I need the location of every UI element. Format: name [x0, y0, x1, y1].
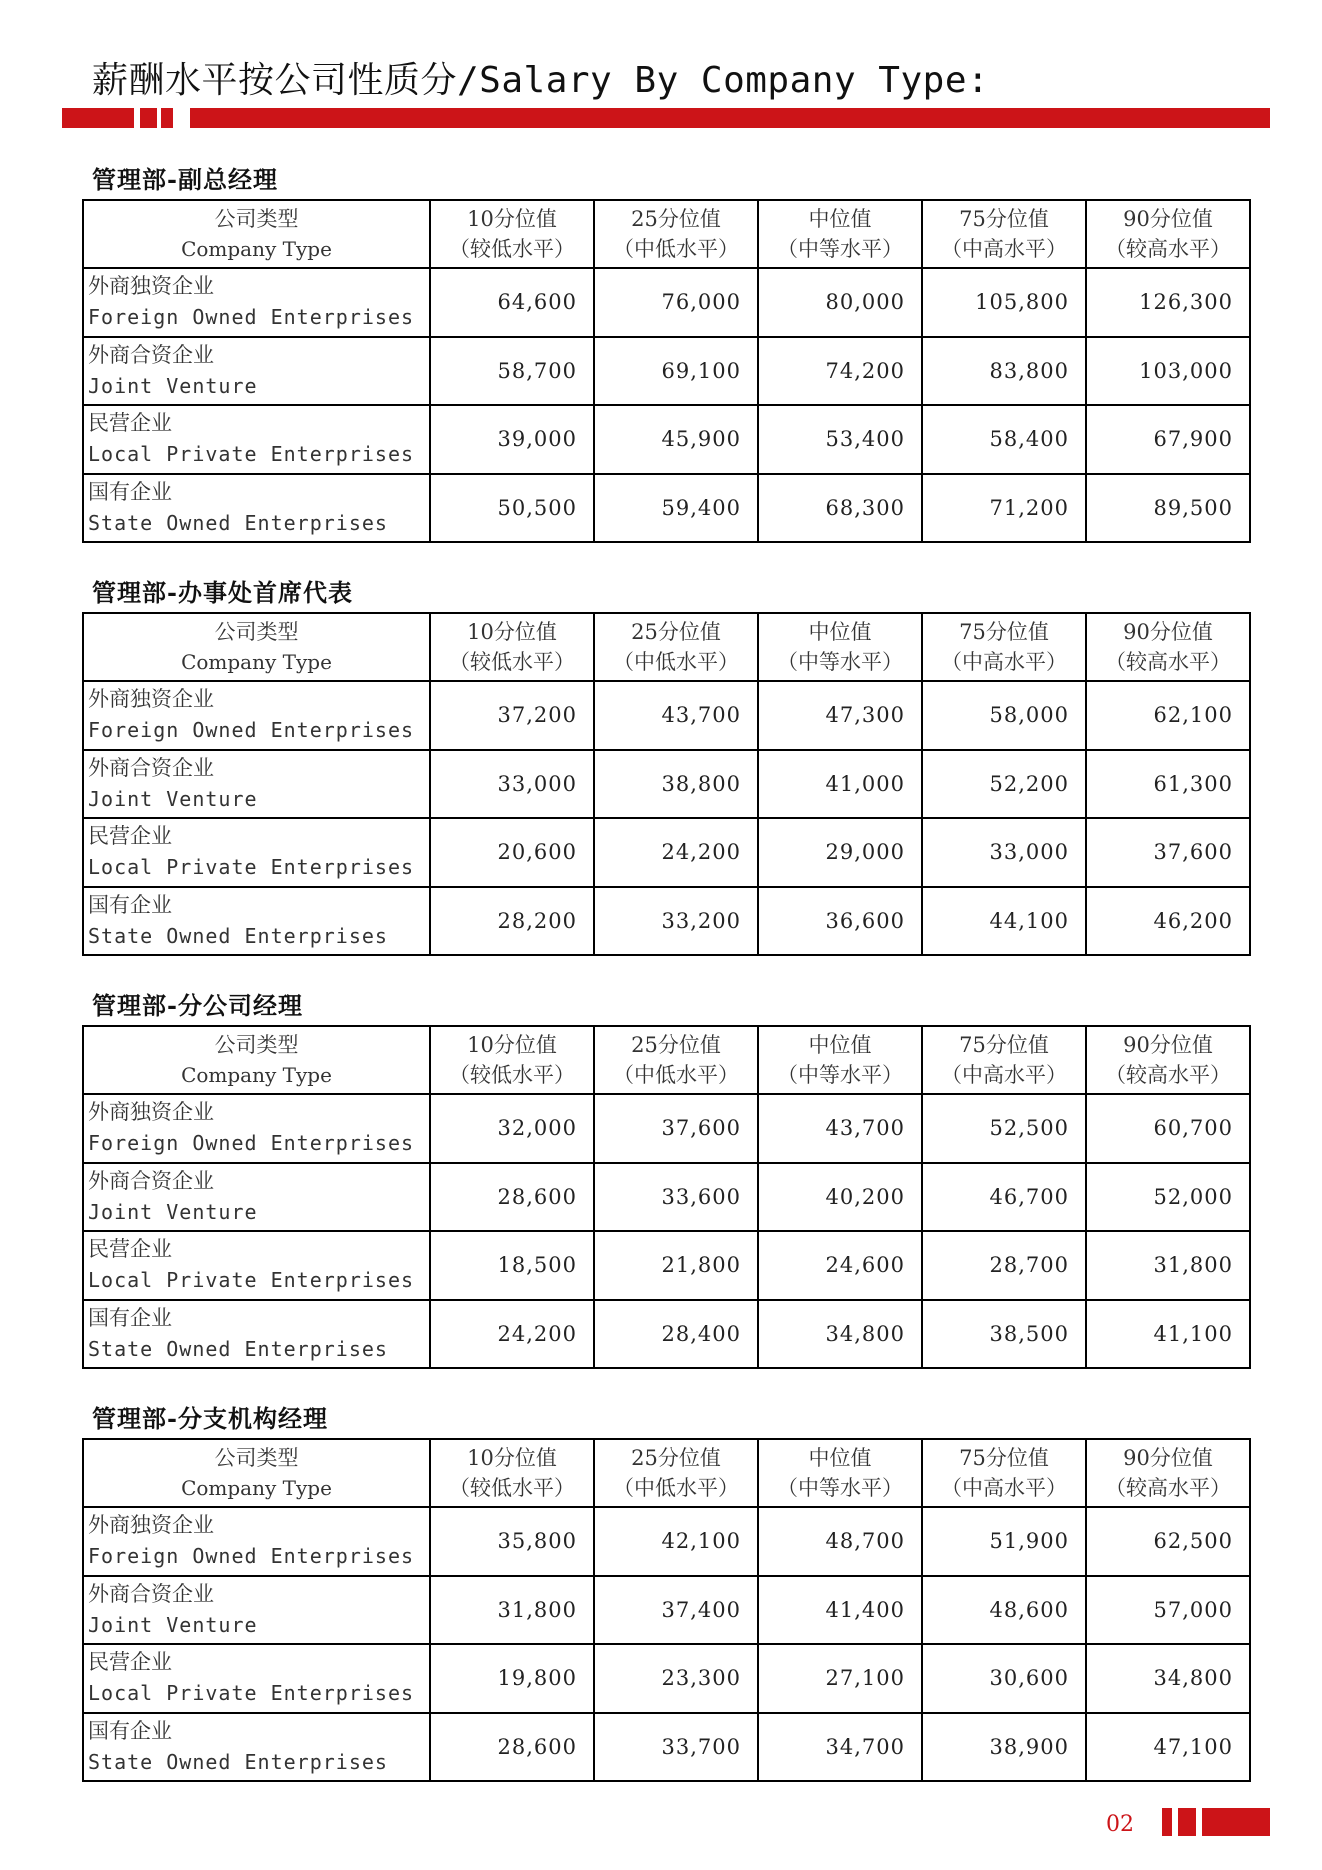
column-header: [922, 1026, 1086, 1094]
table-row: [83, 337, 1250, 406]
column-header: [758, 613, 922, 681]
footer-bar-segment-2: [1178, 1808, 1196, 1836]
salary-value-cell: 23,300: [594, 1644, 758, 1713]
table-row: [83, 1231, 1250, 1300]
salary-value-cell: 76,000: [594, 268, 758, 337]
table-header-row: [83, 613, 1250, 681]
salary-table: [82, 1438, 1251, 1782]
salary-value-cell: 28,700: [922, 1231, 1086, 1300]
salary-value-cell: 41,400: [758, 1576, 922, 1645]
footer-bar-segment-3: [1202, 1808, 1270, 1836]
header-bar-segment-mid-2: [161, 108, 173, 128]
column-header-line-2: （较低水平）: [449, 237, 575, 261]
page-number: 02: [1106, 1812, 1134, 1837]
salary-value-cell: 41,100: [1086, 1300, 1250, 1369]
column-header-line-1: 10分位值: [467, 1446, 557, 1470]
salary-value-cell: 28,600: [430, 1163, 594, 1232]
salary-value-cell: 18,500: [430, 1231, 594, 1300]
salary-value-cell: 71,200: [922, 474, 1086, 543]
column-header-line-2: （中等水平）: [777, 1063, 903, 1087]
salary-value-cell: 37,600: [594, 1094, 758, 1163]
column-header-line-2: （中低水平）: [613, 1476, 739, 1500]
column-header-line-1: 25分位值: [631, 1446, 721, 1470]
salary-value-cell: 45,900: [594, 405, 758, 474]
section-title: 管理部-分支机构经理: [92, 1404, 328, 1433]
salary-value-cell: 64,600: [430, 268, 594, 337]
salary-value-cell: 80,000: [758, 268, 922, 337]
salary-value-cell: 48,600: [922, 1576, 1086, 1645]
company-type-en: Local Private Enterprises: [88, 855, 415, 880]
company-type-zh: 外商独资企业: [88, 1513, 214, 1538]
header-bar-segment-left: [62, 108, 134, 128]
column-header-line-1: 75分位值: [959, 1446, 1049, 1470]
column-header: [430, 613, 594, 681]
table-header-row: [83, 1026, 1250, 1094]
column-header-line-1: 75分位值: [959, 1033, 1049, 1057]
column-header-line-2: （较高水平）: [1105, 650, 1231, 674]
salary-value-cell: 58,700: [430, 337, 594, 406]
salary-value-cell: 38,500: [922, 1300, 1086, 1369]
salary-value-cell: 48,700: [758, 1507, 922, 1576]
salary-value-cell: 53,400: [758, 405, 922, 474]
column-header-line-2: （较低水平）: [449, 1063, 575, 1087]
table-header-row: [83, 200, 1250, 268]
column-header-line-2: Company Type: [181, 1063, 332, 1087]
salary-value-cell: 83,800: [922, 337, 1086, 406]
company-type-en: Joint Venture: [88, 1199, 258, 1224]
salary-value-cell: 34,800: [758, 1300, 922, 1369]
column-header: [430, 200, 594, 268]
column-header-line-2: （较低水平）: [449, 1476, 575, 1500]
table-row: [83, 405, 1250, 474]
column-header-line-1: 90分位值: [1123, 207, 1213, 231]
salary-value-cell: 126,300: [1086, 268, 1250, 337]
salary-value-cell: 38,800: [594, 750, 758, 819]
column-header-line-2: （中高水平）: [941, 1063, 1067, 1087]
column-header-line-1: 25分位值: [631, 620, 721, 644]
company-type-en: State Owned Enterprises: [88, 1749, 388, 1774]
salary-value-cell: 44,100: [922, 887, 1086, 956]
salary-value-cell: 28,600: [430, 1713, 594, 1782]
salary-value-cell: 67,900: [1086, 405, 1250, 474]
column-header: [594, 1439, 758, 1507]
table-row: [83, 268, 1250, 337]
company-type-en: Local Private Enterprises: [88, 1681, 415, 1706]
company-type-cell: [83, 818, 430, 887]
company-type-en: Joint Venture: [88, 1612, 258, 1637]
company-type-cell: [83, 268, 430, 337]
table-row: [83, 1507, 1250, 1576]
column-header-line-1: 10分位值: [467, 620, 557, 644]
salary-value-cell: 19,800: [430, 1644, 594, 1713]
column-header-line-2: （中等水平）: [777, 1476, 903, 1500]
company-type-zh: 外商独资企业: [88, 274, 214, 299]
column-header-line-1: 中位值: [808, 1446, 872, 1470]
salary-value-cell: 57,000: [1086, 1576, 1250, 1645]
salary-value-cell: 46,700: [922, 1163, 1086, 1232]
table-row: [83, 1713, 1250, 1782]
salary-value-cell: 34,800: [1086, 1644, 1250, 1713]
column-header-line-1: 中位值: [808, 1033, 872, 1057]
table-row: [83, 750, 1250, 819]
salary-value-cell: 52,200: [922, 750, 1086, 819]
salary-value-cell: 68,300: [758, 474, 922, 543]
page-title: 薪酬水平按公司性质分/Salary By Company Type:: [92, 60, 990, 101]
salary-value-cell: 32,000: [430, 1094, 594, 1163]
header-bar-segment-mid-1: [140, 108, 157, 128]
salary-value-cell: 38,900: [922, 1713, 1086, 1782]
company-type-cell: [83, 1094, 430, 1163]
column-header-line-1: 25分位值: [631, 1033, 721, 1057]
header-bar-segment-main: [190, 108, 1270, 128]
salary-value-cell: 58,400: [922, 405, 1086, 474]
company-type-zh: 外商合资企业: [88, 342, 214, 367]
salary-value-cell: 58,000: [922, 681, 1086, 750]
company-type-cell: [83, 1713, 430, 1782]
section-title: 管理部-分公司经理: [92, 991, 303, 1020]
salary-table: [82, 612, 1251, 956]
company-type-cell: [83, 1163, 430, 1232]
salary-value-cell: 69,100: [594, 337, 758, 406]
salary-value-cell: 59,400: [594, 474, 758, 543]
salary-value-cell: 62,100: [1086, 681, 1250, 750]
salary-value-cell: 52,000: [1086, 1163, 1250, 1232]
column-header: [758, 200, 922, 268]
column-header: [758, 1026, 922, 1094]
column-header-line-2: （中低水平）: [613, 237, 739, 261]
company-type-zh: 民营企业: [88, 824, 172, 849]
column-header-line-2: （较高水平）: [1105, 237, 1231, 261]
salary-value-cell: 28,400: [594, 1300, 758, 1369]
company-type-en: Foreign Owned Enterprises: [88, 718, 415, 743]
company-type-en: Foreign Owned Enterprises: [88, 305, 415, 330]
column-header-line-2: （中高水平）: [941, 1476, 1067, 1500]
section-title: 管理部-办事处首席代表: [92, 578, 353, 607]
column-header: [922, 1439, 1086, 1507]
column-header-line-1: 公司类型: [214, 1033, 299, 1057]
salary-value-cell: 60,700: [1086, 1094, 1250, 1163]
table-row: [83, 818, 1250, 887]
column-header-line-1: 公司类型: [214, 620, 299, 644]
column-header-line-2: Company Type: [181, 650, 332, 674]
column-header: [1086, 200, 1250, 268]
salary-value-cell: 34,700: [758, 1713, 922, 1782]
table-row: [83, 681, 1250, 750]
company-type-cell: [83, 750, 430, 819]
column-header: [1086, 1026, 1250, 1094]
company-type-en: Local Private Enterprises: [88, 1268, 415, 1293]
company-type-en: Joint Venture: [88, 786, 258, 811]
salary-value-cell: 27,100: [758, 1644, 922, 1713]
salary-value-cell: 24,600: [758, 1231, 922, 1300]
column-header-line-2: （较低水平）: [449, 650, 575, 674]
company-type-en: Foreign Owned Enterprises: [88, 1544, 415, 1569]
company-type-en: Joint Venture: [88, 373, 258, 398]
salary-value-cell: 61,300: [1086, 750, 1250, 819]
column-header-line-2: Company Type: [181, 237, 332, 261]
column-header-line-1: 90分位值: [1123, 620, 1213, 644]
company-type-zh: 民营企业: [88, 1650, 172, 1675]
salary-value-cell: 33,600: [594, 1163, 758, 1232]
table-row: [83, 1094, 1250, 1163]
table-row: [83, 1300, 1250, 1369]
company-type-en: State Owned Enterprises: [88, 1336, 388, 1361]
salary-value-cell: 89,500: [1086, 474, 1250, 543]
column-header-line-1: 90分位值: [1123, 1033, 1213, 1057]
salary-value-cell: 43,700: [758, 1094, 922, 1163]
salary-value-cell: 52,500: [922, 1094, 1086, 1163]
salary-value-cell: 31,800: [1086, 1231, 1250, 1300]
salary-value-cell: 28,200: [430, 887, 594, 956]
salary-value-cell: 24,200: [594, 818, 758, 887]
salary-value-cell: 29,000: [758, 818, 922, 887]
company-type-cell: [83, 1576, 430, 1645]
salary-value-cell: 39,000: [430, 405, 594, 474]
table-row: [83, 1644, 1250, 1713]
column-header: [430, 1026, 594, 1094]
company-type-cell: [83, 1507, 430, 1576]
column-header-line-2: Company Type: [181, 1476, 332, 1500]
column-header: [83, 613, 430, 681]
column-header-line-1: 公司类型: [214, 1446, 299, 1470]
section-title: 管理部-副总经理: [92, 165, 278, 194]
table-row: [83, 1163, 1250, 1232]
salary-value-cell: 33,700: [594, 1713, 758, 1782]
column-header-line-1: 25分位值: [631, 207, 721, 231]
company-type-zh: 外商独资企业: [88, 687, 214, 712]
column-header: [594, 1026, 758, 1094]
salary-table: [82, 1025, 1251, 1369]
salary-value-cell: 30,600: [922, 1644, 1086, 1713]
column-header-line-1: 90分位值: [1123, 1446, 1213, 1470]
company-type-cell: [83, 1644, 430, 1713]
column-header: [758, 1439, 922, 1507]
company-type-zh: 民营企业: [88, 411, 172, 436]
table-header-row: [83, 1439, 1250, 1507]
column-header: [430, 1439, 594, 1507]
column-header: [594, 200, 758, 268]
salary-value-cell: 62,500: [1086, 1507, 1250, 1576]
column-header-line-2: （中低水平）: [613, 1063, 739, 1087]
column-header-line-2: （中高水平）: [941, 237, 1067, 261]
salary-value-cell: 41,000: [758, 750, 922, 819]
column-header-line-1: 10分位值: [467, 207, 557, 231]
column-header: [594, 613, 758, 681]
table-row: [83, 1576, 1250, 1645]
salary-value-cell: 40,200: [758, 1163, 922, 1232]
salary-value-cell: 74,200: [758, 337, 922, 406]
salary-table: [82, 199, 1251, 543]
company-type-en: Foreign Owned Enterprises: [88, 1131, 415, 1156]
salary-value-cell: 37,400: [594, 1576, 758, 1645]
company-type-en: State Owned Enterprises: [88, 510, 388, 535]
salary-value-cell: 37,600: [1086, 818, 1250, 887]
column-header-line-1: 75分位值: [959, 207, 1049, 231]
column-header-line-1: 10分位值: [467, 1033, 557, 1057]
salary-value-cell: 35,800: [430, 1507, 594, 1576]
column-header-line-2: （中等水平）: [777, 237, 903, 261]
company-type-zh: 国有企业: [88, 892, 172, 917]
salary-value-cell: 46,200: [1086, 887, 1250, 956]
company-type-zh: 外商合资企业: [88, 1168, 214, 1193]
table-row: [83, 887, 1250, 956]
company-type-en: State Owned Enterprises: [88, 923, 388, 948]
company-type-cell: [83, 887, 430, 956]
column-header-line-1: 公司类型: [214, 207, 299, 231]
column-header: [922, 200, 1086, 268]
column-header-line-1: 中位值: [808, 207, 872, 231]
company-type-zh: 国有企业: [88, 1718, 172, 1743]
salary-value-cell: 37,200: [430, 681, 594, 750]
company-type-zh: 国有企业: [88, 479, 172, 504]
company-type-cell: [83, 474, 430, 543]
salary-value-cell: 33,200: [594, 887, 758, 956]
company-type-zh: 外商独资企业: [88, 1100, 214, 1125]
company-type-cell: [83, 1300, 430, 1369]
footer-bar-segment-1: [1162, 1808, 1172, 1836]
salary-value-cell: 47,300: [758, 681, 922, 750]
company-type-cell: [83, 337, 430, 406]
salary-value-cell: 42,100: [594, 1507, 758, 1576]
column-header-line-2: （中高水平）: [941, 650, 1067, 674]
salary-value-cell: 24,200: [430, 1300, 594, 1369]
company-type-en: Local Private Enterprises: [88, 442, 415, 467]
company-type-zh: 外商合资企业: [88, 755, 214, 780]
company-type-cell: [83, 405, 430, 474]
salary-value-cell: 31,800: [430, 1576, 594, 1645]
column-header: [83, 1026, 430, 1094]
salary-value-cell: 103,000: [1086, 337, 1250, 406]
salary-value-cell: 51,900: [922, 1507, 1086, 1576]
salary-value-cell: 47,100: [1086, 1713, 1250, 1782]
column-header: [922, 613, 1086, 681]
salary-value-cell: 21,800: [594, 1231, 758, 1300]
column-header-line-1: 75分位值: [959, 620, 1049, 644]
company-type-zh: 民营企业: [88, 1237, 172, 1262]
company-type-zh: 国有企业: [88, 1305, 172, 1330]
salary-value-cell: 36,600: [758, 887, 922, 956]
column-header: [83, 1439, 430, 1507]
column-header-line-2: （中等水平）: [777, 650, 903, 674]
table-row: [83, 474, 1250, 543]
salary-value-cell: 33,000: [430, 750, 594, 819]
salary-value-cell: 50,500: [430, 474, 594, 543]
salary-value-cell: 105,800: [922, 268, 1086, 337]
column-header: [1086, 613, 1250, 681]
column-header-line-2: （中低水平）: [613, 650, 739, 674]
column-header: [1086, 1439, 1250, 1507]
salary-value-cell: 33,000: [922, 818, 1086, 887]
company-type-cell: [83, 681, 430, 750]
column-header-line-1: 中位值: [808, 620, 872, 644]
salary-value-cell: 20,600: [430, 818, 594, 887]
column-header-line-2: （较高水平）: [1105, 1476, 1231, 1500]
company-type-cell: [83, 1231, 430, 1300]
column-header-line-2: （较高水平）: [1105, 1063, 1231, 1087]
salary-value-cell: 43,700: [594, 681, 758, 750]
company-type-zh: 外商合资企业: [88, 1581, 214, 1606]
column-header: [83, 200, 430, 268]
